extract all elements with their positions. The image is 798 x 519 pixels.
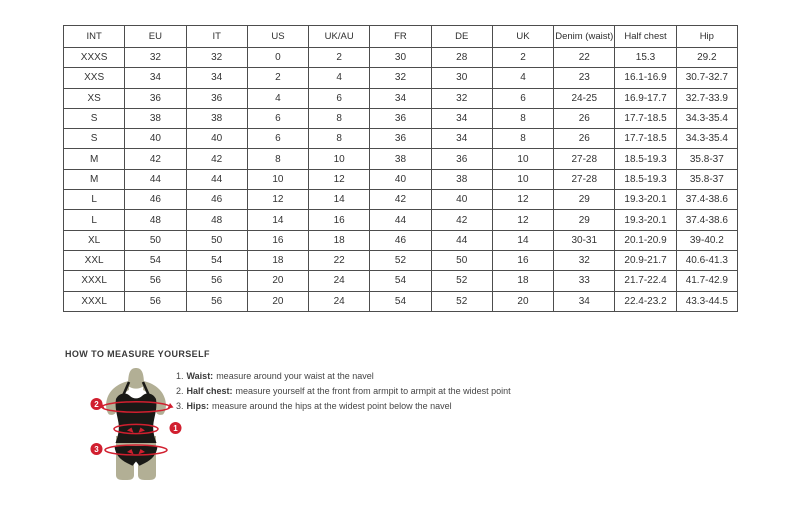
table-cell: 26 <box>554 129 615 149</box>
table-cell: 52 <box>431 271 492 291</box>
measure-instructions <box>176 369 511 414</box>
table-cell: 27-28 <box>554 169 615 189</box>
table-cell: 16 <box>309 210 370 230</box>
table-cell: 4 <box>247 88 308 108</box>
table-cell: 41.7-42.9 <box>676 271 737 291</box>
chest-badge-number: 2 <box>94 400 99 409</box>
table-cell: 52 <box>431 291 492 311</box>
table-cell: 36 <box>370 129 431 149</box>
table-cell: 32 <box>186 48 247 68</box>
table-cell: 56 <box>186 291 247 311</box>
table-cell: 39-40.2 <box>676 230 737 250</box>
step-label: Half chest: <box>186 386 233 396</box>
table-row <box>64 108 738 128</box>
table-row <box>64 230 738 250</box>
hip-badge-number: 3 <box>94 445 99 454</box>
table-cell: 32 <box>431 88 492 108</box>
table-cell: 18 <box>309 230 370 250</box>
step-label: Hips: <box>186 401 210 411</box>
table-cell: 30 <box>431 68 492 88</box>
step-label: Waist: <box>186 371 214 381</box>
table-cell: 33 <box>554 271 615 291</box>
table-cell: 34.3-35.4 <box>676 129 737 149</box>
table-cell: 36 <box>370 108 431 128</box>
table-cell: 8 <box>247 149 308 169</box>
step-text: measure around the hips at the widest point below the navel <box>212 401 452 411</box>
table-cell: 10 <box>247 169 308 189</box>
table-cell: XXXL <box>64 291 125 311</box>
table-row <box>64 210 738 230</box>
mannequin-figure <box>83 366 188 482</box>
table-cell: 48 <box>186 210 247 230</box>
table-cell: XXXS <box>64 48 125 68</box>
camisole <box>116 393 157 443</box>
step-number: 1. <box>176 371 184 381</box>
table-cell: 10 <box>492 169 553 189</box>
table-row <box>64 169 738 189</box>
table-cell: 32.7-33.9 <box>676 88 737 108</box>
table-cell: 29.2 <box>676 48 737 68</box>
table-cell: 34 <box>554 291 615 311</box>
table-cell: 34 <box>370 88 431 108</box>
table-cell: 34 <box>431 108 492 128</box>
column-header: US <box>247 26 308 48</box>
table-cell: 38 <box>186 108 247 128</box>
table-cell: 30.7-32.7 <box>676 68 737 88</box>
table-cell: 16.1-16.9 <box>615 68 676 88</box>
step-number: 3. <box>176 401 184 411</box>
table-cell: 30-31 <box>554 230 615 250</box>
table-cell: 0 <box>247 48 308 68</box>
table-cell: 54 <box>370 271 431 291</box>
measure-step-half-chest <box>176 384 511 399</box>
table-cell: 22 <box>309 250 370 270</box>
measure-section-heading: HOW TO MEASURE YOURSELF <box>65 349 210 359</box>
table-cell: 20 <box>247 271 308 291</box>
table-cell: 12 <box>492 190 553 210</box>
table-cell: 46 <box>370 230 431 250</box>
table-cell: XXS <box>64 68 125 88</box>
table-cell: 38 <box>431 169 492 189</box>
table-cell: 12 <box>309 169 370 189</box>
table-cell: 34 <box>431 129 492 149</box>
table-cell: 6 <box>247 108 308 128</box>
table-row <box>64 68 738 88</box>
table-cell: 34.3-35.4 <box>676 108 737 128</box>
mannequin-illustration <box>83 366 188 482</box>
table-cell: 46 <box>125 190 186 210</box>
table-cell: 40 <box>370 169 431 189</box>
step-text: measure around your waist at the navel <box>216 371 374 381</box>
table-row <box>64 88 738 108</box>
table-cell: 35.8-37 <box>676 169 737 189</box>
table-cell: 54 <box>370 291 431 311</box>
size-chart-table <box>63 25 738 312</box>
table-cell: 18.5-19.3 <box>615 169 676 189</box>
waist-badge-number: 1 <box>173 424 178 433</box>
table-cell: 36 <box>186 88 247 108</box>
table-cell: XL <box>64 230 125 250</box>
table-cell: 17.7-18.5 <box>615 108 676 128</box>
table-cell: 20 <box>492 291 553 311</box>
table-cell: 35.8-37 <box>676 149 737 169</box>
table-cell: 44 <box>431 230 492 250</box>
table-cell: 4 <box>492 68 553 88</box>
table-cell: 15.3 <box>615 48 676 68</box>
table-cell: 12 <box>492 210 553 230</box>
table-cell: 16 <box>247 230 308 250</box>
table-row <box>64 291 738 311</box>
table-row <box>64 250 738 270</box>
table-cell: 6 <box>309 88 370 108</box>
column-header: IT <box>186 26 247 48</box>
table-cell: 42 <box>431 210 492 230</box>
table-cell: 4 <box>309 68 370 88</box>
table-cell: 28 <box>431 48 492 68</box>
table-cell: 22 <box>554 48 615 68</box>
table-cell: 8 <box>309 108 370 128</box>
table-cell: 40.6-41.3 <box>676 250 737 270</box>
measure-step-waist <box>176 369 511 384</box>
table-cell: L <box>64 210 125 230</box>
table-cell: XXXL <box>64 271 125 291</box>
table-cell: 19.3-20.1 <box>615 190 676 210</box>
size-table-body <box>64 48 738 312</box>
table-cell: 56 <box>186 271 247 291</box>
table-cell: 16.9-17.7 <box>615 88 676 108</box>
column-header: UK/AU <box>309 26 370 48</box>
table-cell: 8 <box>309 129 370 149</box>
table-cell: 37.4-38.6 <box>676 210 737 230</box>
table-row <box>64 190 738 210</box>
table-cell: 40 <box>431 190 492 210</box>
table-cell: 18 <box>492 271 553 291</box>
table-cell: 14 <box>492 230 553 250</box>
column-header: Half chest <box>615 26 676 48</box>
table-cell: 2 <box>309 48 370 68</box>
table-row <box>64 149 738 169</box>
table-cell: 50 <box>431 250 492 270</box>
table-cell: 43.3-44.5 <box>676 291 737 311</box>
table-cell: 27-28 <box>554 149 615 169</box>
table-cell: 24 <box>309 271 370 291</box>
table-cell: 50 <box>186 230 247 250</box>
table-cell: 40 <box>186 129 247 149</box>
table-cell: 44 <box>370 210 431 230</box>
column-header: EU <box>125 26 186 48</box>
table-cell: 32 <box>554 250 615 270</box>
table-cell: 22.4-23.2 <box>615 291 676 311</box>
table-cell: 17.7-18.5 <box>615 129 676 149</box>
table-cell: 18.5-19.3 <box>615 149 676 169</box>
table-cell: XXL <box>64 250 125 270</box>
table-cell: L <box>64 190 125 210</box>
table-cell: 32 <box>370 68 431 88</box>
table-cell: 38 <box>125 108 186 128</box>
step-text: measure yourself at the front from armpit to armpit at the widest point <box>235 386 511 396</box>
table-cell: 8 <box>492 108 553 128</box>
table-cell: 29 <box>554 210 615 230</box>
table-cell: S <box>64 108 125 128</box>
table-cell: 44 <box>186 169 247 189</box>
table-cell: 32 <box>125 48 186 68</box>
table-cell: 34 <box>186 68 247 88</box>
table-cell: 6 <box>492 88 553 108</box>
table-cell: 6 <box>247 129 308 149</box>
table-cell: 20.9-21.7 <box>615 250 676 270</box>
column-header: Hip <box>676 26 737 48</box>
table-cell: 34 <box>125 68 186 88</box>
table-cell: 20.1-20.9 <box>615 230 676 250</box>
table-cell: M <box>64 169 125 189</box>
table-cell: 42 <box>186 149 247 169</box>
table-cell: 14 <box>247 210 308 230</box>
table-cell: 48 <box>125 210 186 230</box>
table-cell: 30 <box>370 48 431 68</box>
table-cell: 50 <box>125 230 186 250</box>
column-header: FR <box>370 26 431 48</box>
column-header: DE <box>431 26 492 48</box>
table-cell: 10 <box>492 149 553 169</box>
table-cell: 56 <box>125 291 186 311</box>
table-cell: 40 <box>125 129 186 149</box>
measure-step-hips <box>176 399 511 414</box>
table-cell: 21.7-22.4 <box>615 271 676 291</box>
table-cell: 42 <box>370 190 431 210</box>
column-header: INT <box>64 26 125 48</box>
table-cell: 26 <box>554 108 615 128</box>
table-cell: 2 <box>247 68 308 88</box>
table-cell: 20 <box>247 291 308 311</box>
column-header: UK <box>492 26 553 48</box>
table-cell: 52 <box>370 250 431 270</box>
table-cell: 19.3-20.1 <box>615 210 676 230</box>
table-cell: XS <box>64 88 125 108</box>
table-cell: 2 <box>492 48 553 68</box>
table-cell: 8 <box>492 129 553 149</box>
table-cell: 54 <box>125 250 186 270</box>
size-table-header-row <box>64 26 738 48</box>
table-row <box>64 48 738 68</box>
table-cell: M <box>64 149 125 169</box>
table-cell: 36 <box>125 88 186 108</box>
table-cell: 16 <box>492 250 553 270</box>
table-cell: 23 <box>554 68 615 88</box>
table-cell: 12 <box>247 190 308 210</box>
table-cell: 29 <box>554 190 615 210</box>
column-header: Denim (waist) <box>554 26 615 48</box>
table-cell: 54 <box>186 250 247 270</box>
mannequin-neck <box>128 368 144 389</box>
table-row <box>64 129 738 149</box>
table-cell: 38 <box>370 149 431 169</box>
table-cell: 10 <box>309 149 370 169</box>
table-cell: 36 <box>431 149 492 169</box>
table-cell: 44 <box>125 169 186 189</box>
table-cell: 24 <box>309 291 370 311</box>
table-cell: 14 <box>309 190 370 210</box>
table-cell: 18 <box>247 250 308 270</box>
table-cell: S <box>64 129 125 149</box>
table-cell: 56 <box>125 271 186 291</box>
table-cell: 46 <box>186 190 247 210</box>
table-cell: 42 <box>125 149 186 169</box>
table-cell: 24-25 <box>554 88 615 108</box>
table-cell: 37.4-38.6 <box>676 190 737 210</box>
table-row <box>64 271 738 291</box>
step-number: 2. <box>176 386 184 396</box>
